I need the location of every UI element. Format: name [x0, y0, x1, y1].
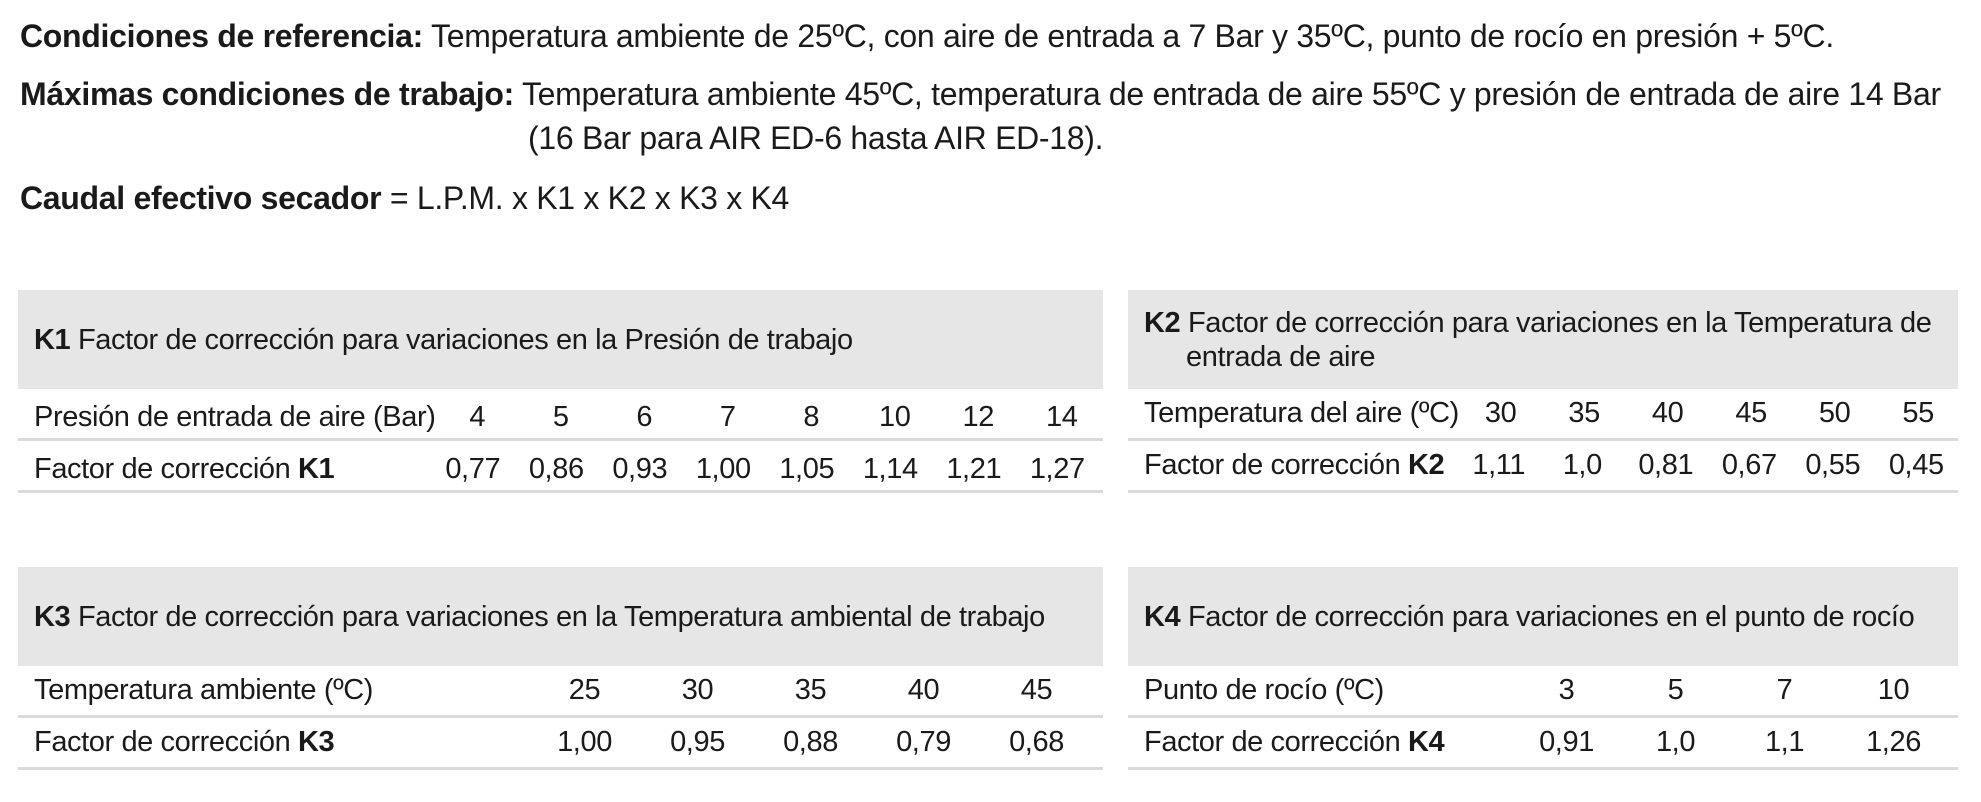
k3-temperature-value: 45 — [1020, 674, 1053, 706]
k3-factor-label-text: Factor de corrección — [34, 726, 298, 758]
k2-factor-value: 0,81 — [1638, 449, 1694, 481]
k3-temperature-value: 35 — [794, 674, 827, 706]
k2-air-temperature-label: Temperatura del aire (ºC) — [1144, 397, 1459, 429]
k1-table — [18, 290, 1103, 493]
k1-pressure-value: 7 — [719, 401, 736, 433]
effective-flow-formula — [20, 178, 789, 218]
k1-factor-value: 1,21 — [946, 453, 1002, 485]
k3-key: K3 — [34, 600, 71, 633]
k2-table-title — [1144, 306, 1942, 374]
k3-factor-label — [34, 726, 334, 759]
k3-factor-value: 1,00 — [557, 726, 612, 758]
reference-conditions-text: Temperatura ambiente de 25ºC, con aire de entrada a 7 Bar y 35ºC, punto de rocío en presión + 5ºC. — [422, 18, 1834, 54]
k1-pressure-value: 5 — [552, 401, 569, 433]
k3-factor-row — [18, 718, 1103, 770]
k3-table-header — [18, 567, 1103, 666]
k1-title-text: Factor de corrección para variaciones en la Presión de trabajo — [70, 323, 853, 356]
effective-flow-text: = L.P.M. x K1 x K2 x K3 x K4 — [381, 180, 790, 216]
k3-factor-value: 0,88 — [783, 726, 838, 758]
k1-key: K1 — [34, 323, 71, 356]
k2-table-header — [1128, 290, 1958, 389]
k2-title-text: Factor de corrección para variaciones en la Temperatura de entrada de aire — [1180, 306, 1932, 373]
k1-factor-key: K1 — [298, 453, 335, 485]
max-conditions-text: Temperatura ambiente 45ºC, temperatura de entrada de aire 55ºC y presión de entrada de aire 14 Bar — [513, 76, 1941, 112]
k4-dew-point-row — [1128, 666, 1958, 718]
k1-factor-value: 1,27 — [1029, 453, 1085, 485]
k2-factor-label — [1144, 449, 1444, 482]
k4-dew-point-value: 10 — [1877, 674, 1910, 706]
k3-title-text: Factor de corrección para variaciones en la Temperatura ambiental de trabajo — [70, 600, 1045, 633]
k2-factor-value: 1,0 — [1562, 449, 1602, 481]
k2-factor-value: 1,11 — [1472, 449, 1526, 481]
k2-factor-key: K2 — [1408, 449, 1445, 481]
k4-table — [1128, 567, 1958, 770]
k1-pressure-value: 14 — [1046, 401, 1078, 433]
k3-temperature-value: 40 — [907, 674, 940, 706]
k2-temperature-value: 35 — [1568, 397, 1600, 429]
k1-factor-value: 0,77 — [445, 453, 501, 485]
k1-pressure-label: Presión de entrada de aire (Bar) — [34, 401, 436, 433]
k2-temperature-value: 30 — [1484, 397, 1517, 429]
k4-dew-point-value: 3 — [1558, 674, 1575, 706]
k3-temperature-value: 30 — [681, 674, 714, 706]
k1-factor-value: 1,00 — [695, 453, 751, 485]
k1-pressure-row — [18, 389, 1103, 441]
k4-dew-point-value: 7 — [1776, 674, 1793, 706]
k1-table-header — [18, 290, 1103, 389]
k1-factor-label — [34, 453, 334, 486]
k4-factor-value: 0,91 — [1539, 726, 1594, 758]
k2-table — [1128, 290, 1958, 493]
k2-factor-label-text: Factor de corrección — [1144, 449, 1408, 481]
k4-table-header — [1128, 567, 1958, 666]
k4-factor-value: 1,0 — [1655, 726, 1696, 758]
k4-factor-key: K4 — [1408, 726, 1445, 758]
k2-key: K2 — [1144, 306, 1181, 339]
max-conditions — [20, 74, 1941, 114]
k1-pressure-value: 12 — [962, 401, 994, 433]
k1-table-title — [34, 323, 853, 357]
k3-ambient-temperature-row — [18, 666, 1103, 718]
k3-table — [18, 567, 1103, 770]
k1-pressure-value: 6 — [636, 401, 653, 433]
effective-flow-label: Caudal efectivo secador — [20, 180, 382, 216]
k1-pressure-value: 10 — [879, 401, 911, 433]
k2-factor-row — [1128, 441, 1958, 493]
reference-conditions — [20, 16, 1834, 56]
k4-factor-value: 1,26 — [1866, 726, 1921, 758]
k2-factor-value: 0,45 — [1888, 449, 1944, 481]
k2-temperature-value: 55 — [1902, 397, 1934, 429]
max-conditions-label: Máximas condiciones de trabajo: — [20, 76, 514, 112]
k2-factor-value: 0,55 — [1805, 449, 1861, 481]
k3-factor-value: 0,79 — [896, 726, 951, 758]
k4-factor-value: 1,1 — [1764, 726, 1805, 758]
k2-temperature-value: 40 — [1651, 397, 1684, 429]
k4-title-text: Factor de corrección para variaciones en el punto de rocío — [1180, 600, 1915, 633]
k1-factor-label-text: Factor de corrección — [34, 453, 298, 485]
reference-conditions-label: Condiciones de referencia: — [20, 18, 423, 54]
k1-factor-value: 1,14 — [862, 453, 918, 485]
k2-temperature-value: 50 — [1818, 397, 1851, 429]
k1-factor-value: 0,86 — [528, 453, 584, 485]
k3-factor-value: 0,95 — [670, 726, 725, 758]
k3-factor-value: 0,68 — [1009, 726, 1064, 758]
k1-factor-value: 1,05 — [779, 453, 835, 485]
k1-factor-value: 0,93 — [612, 453, 668, 485]
k1-pressure-value: 8 — [803, 401, 820, 433]
k4-factor-label — [1144, 726, 1444, 759]
k3-factor-key: K3 — [298, 726, 335, 758]
k3-table-title — [34, 600, 1045, 634]
k2-air-temperature-row — [1128, 389, 1958, 441]
k4-dew-point-label: Punto de rocío (ºC) — [1144, 674, 1384, 706]
max-conditions-continuation: (16 Bar para AIR ED-6 hasta AIR ED-18). — [528, 120, 1104, 156]
k1-factor-row — [18, 441, 1103, 493]
k4-table-title — [1144, 600, 1914, 634]
k4-dew-point-value: 5 — [1667, 674, 1684, 706]
k2-temperature-value: 45 — [1735, 397, 1767, 429]
k2-factor-value: 0,67 — [1721, 449, 1777, 481]
k3-ambient-temperature-label: Temperatura ambiente (ºC) — [34, 674, 374, 706]
k4-factor-row — [1128, 718, 1958, 770]
k4-factor-label-text: Factor de corrección — [1144, 726, 1408, 758]
k4-key: K4 — [1144, 600, 1181, 633]
k3-temperature-value: 25 — [568, 674, 601, 706]
k1-pressure-value: 4 — [469, 401, 486, 433]
